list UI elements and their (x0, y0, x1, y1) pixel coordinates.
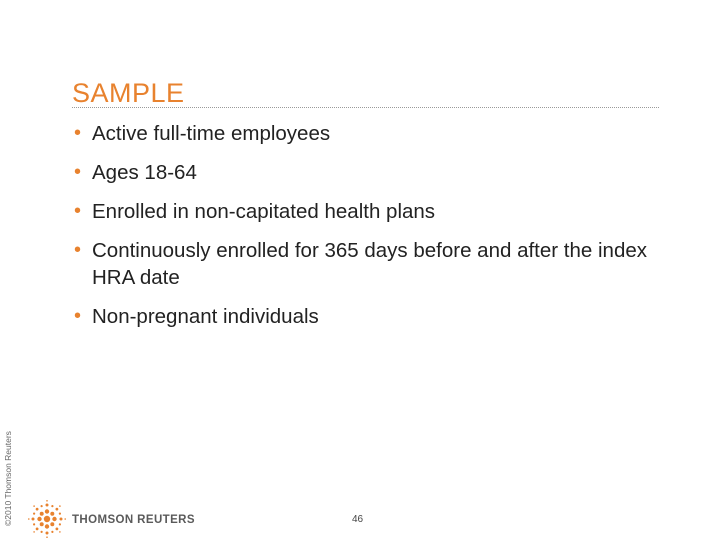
bullet-item (72, 237, 672, 291)
bullet-marker: • (74, 161, 82, 183)
bullet-marker: • (74, 200, 82, 222)
bullet-text: Ages 18-64 (92, 161, 197, 184)
bullet-text: Non-pregnant individuals (92, 305, 319, 328)
bullet-marker: • (74, 122, 82, 144)
title-divider (72, 107, 659, 108)
bullet-text: Continuously enrolled for 365 days before and after the index HRA date (92, 239, 648, 289)
copyright-notice (3, 428, 17, 526)
bullet-item (72, 120, 672, 147)
slide-title: SAMPLE (72, 78, 185, 108)
bullet-list (72, 120, 672, 342)
bullet-text: Enrolled in non-capitated health plans (92, 200, 436, 223)
copyright-text: ©2010 Thomson Reuters (3, 431, 13, 526)
bullet-item (72, 198, 672, 225)
bullet-marker: • (74, 305, 82, 327)
bullet-item (72, 303, 672, 330)
page-number: 46 (352, 514, 364, 525)
company-logo-text: THOMSON REUTERS (72, 514, 195, 526)
thomson-reuters-dotted-sphere-icon (27, 499, 67, 539)
bullet-marker: • (74, 239, 82, 261)
bullet-text: Active full-time employees (92, 122, 331, 145)
bullet-item (72, 159, 672, 186)
